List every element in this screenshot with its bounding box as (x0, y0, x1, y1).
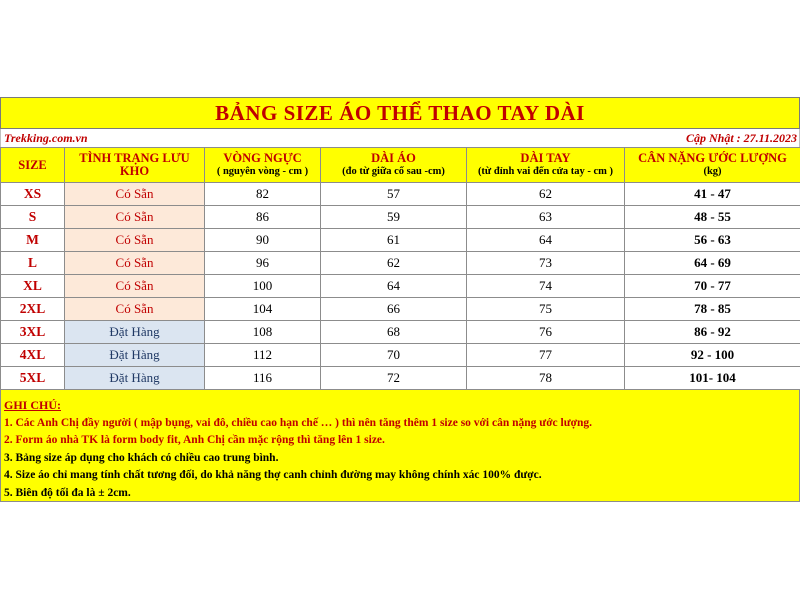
cell-weight: 56 - 63 (625, 229, 800, 252)
cell-length: 72 (321, 367, 467, 390)
cell-size: L (1, 252, 65, 275)
cell-chest: 108 (205, 321, 321, 344)
size-chart-sheet (0, 97, 800, 502)
cell-length: 70 (321, 344, 467, 367)
table-body (1, 183, 800, 390)
table-row (1, 298, 800, 321)
cell-weight: 78 - 85 (625, 298, 800, 321)
cell-sleeve: 77 (467, 344, 625, 367)
note-item: 1. Các Anh Chị đầy người ( mập bụng, vai đô, chiều cao hạn chế … ) thì nên tăng thêm 1 size so với cân nặng ước lượng. (4, 416, 593, 429)
note-item: 2. Form áo nhà TK là form body fit, Anh Chị cần mặc rộng thì tăng lên 1 size. (4, 434, 385, 447)
table-row (1, 206, 800, 229)
header-size: SIZE (1, 148, 65, 183)
cell-sleeve: 73 (467, 252, 625, 275)
note-item: 5. Biên độ tối đa là ± 2cm. (4, 486, 131, 499)
cell-length: 57 (321, 183, 467, 206)
header-sleeve: DÀI TAY (từ đỉnh vai đến cửa tay - cm ) (467, 148, 625, 183)
cell-sleeve: 76 (467, 321, 625, 344)
table-row (1, 183, 800, 206)
chart-title: BẢNG SIZE ÁO THỂ THAO TAY DÀI (0, 97, 800, 129)
note-item: 3. Bảng size áp dụng cho khách có chiều cao trung bình. (4, 451, 279, 464)
cell-status: Có Sẵn (65, 298, 205, 321)
cell-weight: 92 - 100 (625, 344, 800, 367)
cell-status: Có Sẵn (65, 229, 205, 252)
cell-chest: 86 (205, 206, 321, 229)
cell-length: 68 (321, 321, 467, 344)
table-header-row (1, 148, 800, 183)
cell-status: Đặt Hàng (65, 344, 205, 367)
updated-date: Cập Nhật : 27.11.2023 (685, 130, 797, 145)
cell-chest: 100 (205, 275, 321, 298)
website-label: Trekking.com.vn (4, 130, 88, 145)
cell-size: 5XL (1, 367, 65, 390)
table-row (1, 275, 800, 298)
cell-status: Có Sẵn (65, 183, 205, 206)
cell-sleeve: 63 (467, 206, 625, 229)
cell-length: 66 (321, 298, 467, 321)
cell-size: XS (1, 183, 65, 206)
table-row (1, 367, 800, 390)
table-row (1, 252, 800, 275)
cell-size: S (1, 206, 65, 229)
notes-box (0, 390, 800, 502)
cell-status: Có Sẵn (65, 206, 205, 229)
cell-weight: 41 - 47 (625, 183, 800, 206)
cell-status: Có Sẵn (65, 252, 205, 275)
cell-chest: 96 (205, 252, 321, 275)
cell-weight: 64 - 69 (625, 252, 800, 275)
notes-heading: GHI CHÚ: (4, 398, 61, 412)
header-status: TÌNH TRẠNG LƯU KHO (65, 148, 205, 183)
header-length: DÀI ÁO (đo từ giữa cổ sau -cm) (321, 148, 467, 183)
note-item: 4. Size áo chỉ mang tính chất tương đối, do khả năng thợ canh chỉnh đường may không chính xác 100% được. (4, 469, 542, 482)
cell-sleeve: 75 (467, 298, 625, 321)
cell-size: 3XL (1, 321, 65, 344)
cell-weight: 86 - 92 (625, 321, 800, 344)
cell-length: 62 (321, 252, 467, 275)
cell-length: 61 (321, 229, 467, 252)
cell-sleeve: 74 (467, 275, 625, 298)
cell-size: M (1, 229, 65, 252)
table-row (1, 321, 800, 344)
notes-list (4, 415, 796, 503)
table-row (1, 229, 800, 252)
cell-size: XL (1, 275, 65, 298)
meta-row (0, 129, 800, 147)
cell-sleeve: 62 (467, 183, 625, 206)
cell-chest: 112 (205, 344, 321, 367)
header-weight: CÂN NẶNG ƯỚC LƯỢNG (kg) (625, 148, 800, 183)
cell-weight: 101- 104 (625, 367, 800, 390)
cell-chest: 82 (205, 183, 321, 206)
cell-sleeve: 64 (467, 229, 625, 252)
cell-status: Đặt Hàng (65, 321, 205, 344)
header-chest: VÒNG NGỰC ( nguyên vòng - cm ) (205, 148, 321, 183)
cell-status: Có Sẵn (65, 275, 205, 298)
cell-chest: 90 (205, 229, 321, 252)
cell-status: Đặt Hàng (65, 367, 205, 390)
cell-length: 64 (321, 275, 467, 298)
table-row (1, 344, 800, 367)
cell-chest: 116 (205, 367, 321, 390)
cell-sleeve: 78 (467, 367, 625, 390)
cell-weight: 48 - 55 (625, 206, 800, 229)
cell-weight: 70 - 77 (625, 275, 800, 298)
cell-size: 4XL (1, 344, 65, 367)
cell-size: 2XL (1, 298, 65, 321)
cell-chest: 104 (205, 298, 321, 321)
size-table (0, 147, 800, 390)
cell-length: 59 (321, 206, 467, 229)
